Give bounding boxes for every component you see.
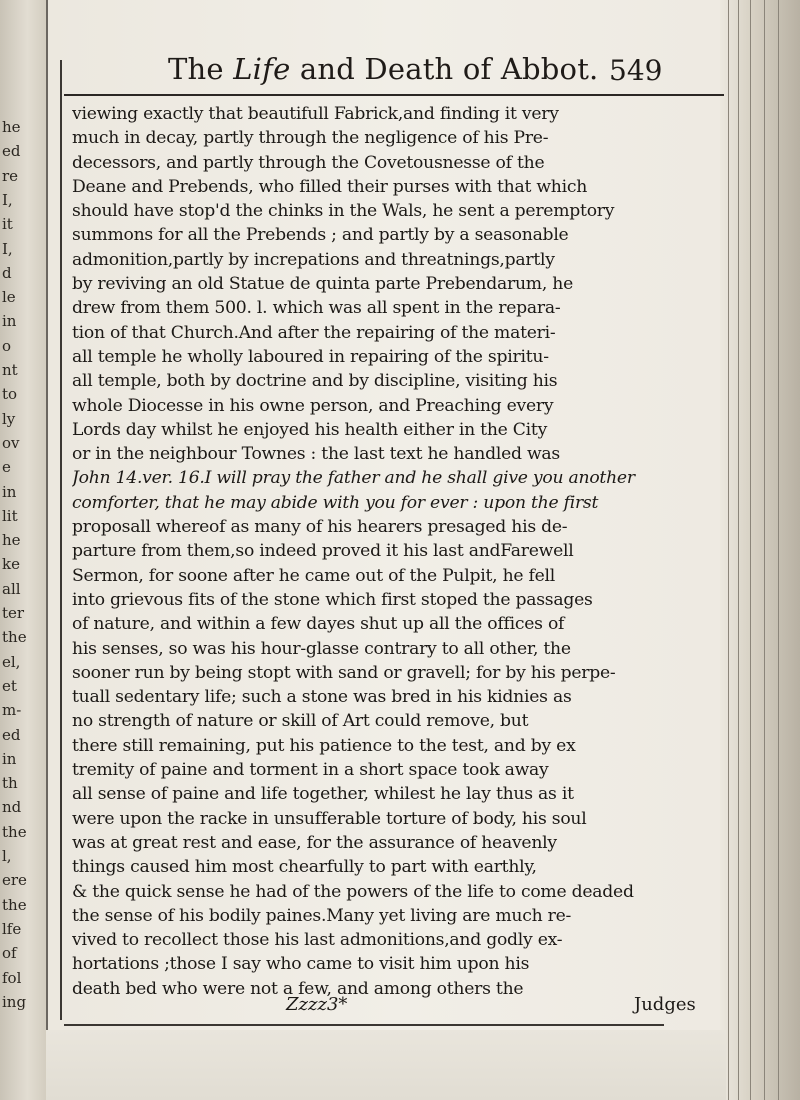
body-text: [72, 102, 712, 1001]
facing-page-fragment: in: [2, 482, 17, 501]
facing-page-fragment: le: [2, 288, 16, 307]
text-line: by reviving an old Statue de quinta parte Prebendarum, he: [72, 274, 573, 295]
text-line: the sense of his bodily paines.Many yet living are much re-: [72, 905, 572, 926]
facing-page-fragment: ere: [2, 871, 27, 890]
text-line: parture from them,so indeed proved it his last andFarewell: [72, 541, 574, 562]
text-line: admonition,partly by increpations and threatnings,partly: [72, 249, 555, 270]
text-line: Lords day whilst he enjoyed his health either in the City: [72, 419, 548, 440]
text-line: & the quick sense he had of the powers of the life to come deaded: [72, 881, 634, 902]
text-line: his senses, so was his hour-glasse contrary to all other, the: [72, 638, 571, 659]
text-line: into grievous fits of the stone which first stoped the passages: [72, 589, 593, 610]
facing-page-fragment: the: [2, 628, 27, 647]
text-line: hortations ;those I say who came to visit him upon his: [72, 954, 530, 975]
text-line: proposall whereof as many of his hearers presaged his de-: [72, 517, 568, 538]
catchword: Judges: [634, 994, 696, 1015]
facing-page-fragment: fol: [2, 968, 22, 987]
text-line: should have stop'd the chinks in the Wals, he sent a peremptory: [72, 201, 615, 222]
page-number: 549: [609, 54, 663, 87]
facing-page-fragment: I,: [2, 190, 13, 209]
text-line: sooner run by being stopt with sand or gravell; for by his perpe-: [72, 662, 616, 683]
running-title-italic: Life: [233, 52, 291, 86]
facing-page-fragment: ed: [2, 725, 21, 744]
facing-page-fragment: the: [2, 822, 27, 841]
page-edge-stack: [720, 0, 800, 1100]
text-line: was at great rest and ease, for the assurance of heavenly: [72, 832, 557, 853]
text-line: no strength of nature or skill of Art could remove, but: [72, 711, 529, 732]
text-line: or in the neighbour Townes : the last text he handled was: [72, 444, 560, 465]
text-line: things caused him most chearfully to part with earthly,: [72, 857, 537, 878]
facing-page-fragment: lit: [2, 506, 18, 525]
text-line: whole Diocesse in his owne person, and Preaching every: [72, 395, 554, 416]
text-line: much in decay, partly through the negligence of his Pre-: [72, 128, 549, 149]
facing-page-fragment: ed: [2, 142, 21, 161]
running-title-part: The: [168, 52, 234, 86]
gutter-rule: [60, 60, 62, 1020]
text-line: viewing exactly that beautifull Fabrick,and finding it very: [72, 104, 559, 124]
running-title: [168, 52, 598, 86]
facing-page-fragment: all: [2, 579, 21, 598]
facing-page-fragment: ing: [2, 992, 27, 1011]
text-line: John 14.ver. 16.I will pray the father and he shall give you another: [72, 468, 635, 489]
facing-page-fragment: lfe: [2, 919, 22, 938]
facing-page-fragment: in: [2, 312, 17, 331]
facing-page-fragment: he: [2, 118, 21, 136]
text-line: tuall sedentary life; such a stone was bred in his kidnies as: [72, 687, 572, 708]
text-line: comforter, that he may abide with you for ever : upon the first: [72, 492, 599, 513]
text-line: of nature, and within a few dayes shut up all the offices of: [72, 614, 565, 635]
facing-page-fragment: I,: [2, 239, 13, 258]
facing-page-fragment: in: [2, 749, 17, 768]
text-line: tremity of paine and torment in a short space took away: [72, 760, 549, 781]
running-head: [64, 52, 724, 102]
facing-page-edge: [0, 0, 48, 1100]
text-line: vived to recollect those his last admonitions,and godly ex-: [72, 930, 563, 951]
page-bottom-margin: [46, 1030, 726, 1100]
text-line: tion of that Church.And after the repairing of the materi-: [72, 322, 556, 343]
facing-page-fragment: th: [2, 774, 18, 793]
text-line: all temple he wholly laboured in repairing of the spiritu-: [72, 346, 549, 367]
facing-page-fragment: it: [2, 215, 13, 234]
facing-page-fragment: el,: [2, 652, 21, 671]
text-line: drew from them 500. l. which was all spent in the repara-: [72, 298, 561, 319]
signature-mark: Zzzz3*: [286, 994, 348, 1015]
facing-page-fragment: to: [2, 385, 18, 404]
text-line: summons for all the Prebends ; and partly by a seasonable: [72, 225, 569, 246]
book-page: [64, 52, 724, 1042]
facing-page-fragment: ke: [2, 555, 20, 574]
facing-page-fragment: o: [2, 336, 12, 355]
facing-page-fragment: of: [2, 944, 17, 963]
catchline: [72, 994, 712, 1020]
facing-page-fragment: m-: [2, 701, 22, 720]
facing-page-fragment: l,: [2, 847, 12, 865]
facing-page-fragment: ov: [2, 433, 20, 452]
text-line: all sense of paine and life together, whilest he lay thus as it: [72, 784, 574, 805]
facing-page-fragment: nt: [2, 361, 18, 379]
text-line: decessors, and partly through the Covetousnesse of the: [72, 152, 545, 173]
facing-page-fragment: d: [2, 263, 12, 282]
head-rule: [64, 94, 724, 96]
text-line: death bed who were not a few, and among others the: [72, 978, 524, 999]
facing-page-fragment: e: [2, 458, 11, 477]
facing-page-fragment: re: [2, 166, 19, 185]
text-line: all temple, both by doctrine and by discipline, visiting his: [72, 371, 558, 392]
facing-page-fragment: nd: [2, 798, 22, 817]
text-line: were upon the racke in unsufferable torture of body, his soul: [72, 808, 587, 829]
bottom-rule: [64, 1024, 664, 1026]
facing-page-fragment: ly: [2, 409, 16, 428]
facing-page-fragment: ter: [2, 604, 25, 622]
text-line: Sermon, for soone after he came out of the Pulpit, he fell: [72, 565, 556, 586]
facing-page-fragment: the: [2, 895, 27, 914]
facing-page-fragment: et: [2, 676, 17, 695]
text-line: Deane and Prebends, who filled their purses with that which: [72, 176, 588, 197]
text-line: there still remaining, put his patience to the test, and by ex: [72, 735, 576, 756]
facing-page-fragment: he: [2, 531, 21, 550]
running-title-rest: and Death of Abbot.: [290, 52, 599, 86]
